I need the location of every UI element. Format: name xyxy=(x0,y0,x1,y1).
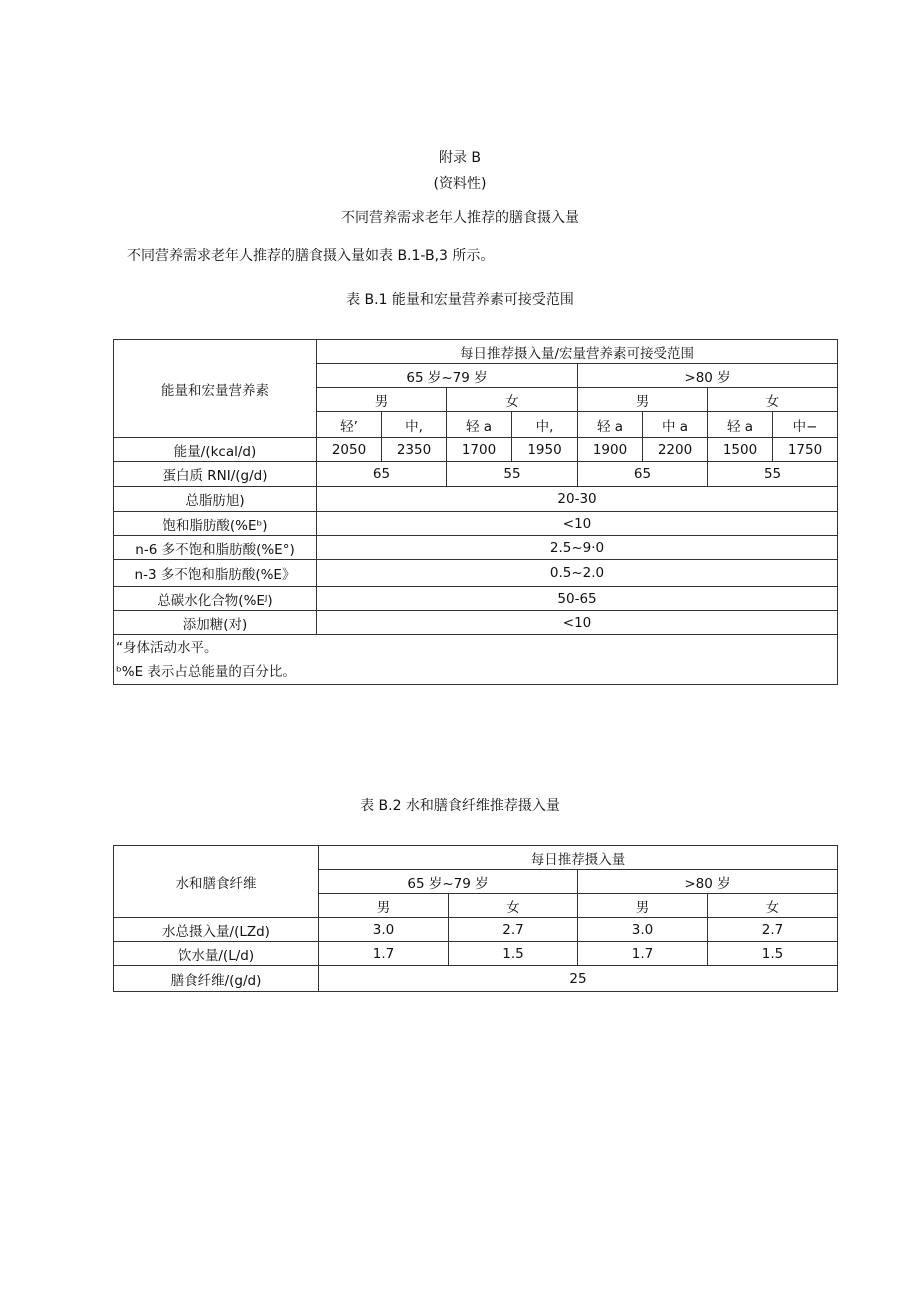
table1-nutrient-value: 20-30 xyxy=(317,487,838,512)
table1-activity: 中, xyxy=(512,412,578,438)
table-water-fiber xyxy=(113,845,838,992)
table2-water-value: 2.7 xyxy=(449,918,578,942)
appendix-label: 附录 B xyxy=(438,150,482,166)
table1-age-group: 65 岁~79 岁 xyxy=(317,364,578,388)
table2-caption: 表 B.2 水和膳食纤维推荐摄入量 xyxy=(360,798,560,814)
table1-protein-value: 65 xyxy=(578,462,708,487)
table2-fiber-value: 25 xyxy=(319,966,838,992)
table1-nutrient-label: 总脂肪旭) xyxy=(114,487,317,512)
table1-activity: 轻 a xyxy=(708,412,773,438)
table2-fiber-label: 膳食纤维/(g/d) xyxy=(114,966,319,992)
table1-nutrient-value: <10 xyxy=(317,512,838,536)
table1-top-header: 每日推荐摄入量/宏量营养素可接受范围 xyxy=(317,340,838,364)
table1-nutrient-label: 添加糖(对) xyxy=(114,611,317,635)
table1-energy-value: 1700 xyxy=(447,438,512,462)
table2-drink-value: 1.5 xyxy=(449,942,578,966)
table1-activity: 轻 a xyxy=(447,412,512,438)
table1-nutrient-label: n-3 多不饱和脂肪酸(%E》 xyxy=(114,560,317,587)
table1-activity: 中− xyxy=(773,412,838,438)
table2-top-header: 每日推荐摄入量 xyxy=(319,846,838,870)
table1-caption: 表 B.1 能量和宏量营养素可接受范围 xyxy=(346,292,574,308)
table2-sex: 男 xyxy=(578,894,708,918)
table1-energy-value: 1900 xyxy=(578,438,643,462)
table1-sex: 女 xyxy=(447,388,578,412)
table1-age-group: >80 岁 xyxy=(578,364,838,388)
table-energy-macronutrients xyxy=(113,339,838,685)
table2-water-value: 2.7 xyxy=(708,918,838,942)
intro-paragraph: 不同营养需求老年人推荐的膳食摄入量如表 B.1-B,3 所示。 xyxy=(127,248,495,264)
table1-nutrient-label: 饱和脂肪酸(%Eᵇ) xyxy=(114,512,317,536)
appendix-title: 不同营养需求老年人推荐的膳食摄入量 xyxy=(341,210,579,226)
table2-sex: 女 xyxy=(708,894,838,918)
table1-sex: 男 xyxy=(578,388,708,412)
table1-activity: 轻’ xyxy=(317,412,382,438)
table1-nutrient-label: n-6 多不饱和脂肪酸(%E°) xyxy=(114,536,317,560)
table1-notes xyxy=(114,635,838,685)
table1-sex: 女 xyxy=(708,388,838,412)
table2-water-value: 3.0 xyxy=(578,918,708,942)
table1-energy-value: 1750 xyxy=(773,438,838,462)
table1-activity: 中 a xyxy=(643,412,708,438)
table1-activity: 轻 a xyxy=(578,412,643,438)
table2-drink-value: 1.5 xyxy=(708,942,838,966)
table1-energy-value: 2050 xyxy=(317,438,382,462)
table1-nutrient-value: 50-65 xyxy=(317,587,838,611)
appendix-nature: (资料性) xyxy=(433,176,487,192)
table1-note: ᵇ%E 表示占总能量的百分比。 xyxy=(116,663,296,680)
table1-activity: 中, xyxy=(382,412,447,438)
table1-energy-value: 1500 xyxy=(708,438,773,462)
table1-protein-value: 55 xyxy=(447,462,578,487)
table2-water-value: 3.0 xyxy=(319,918,449,942)
table1-protein-value: 55 xyxy=(708,462,838,487)
table2-water-label: 水总摄入量/(LZd) xyxy=(114,918,319,942)
table2-sex: 男 xyxy=(319,894,449,918)
table2-row-header: 水和膳食纤维 xyxy=(114,846,319,918)
table2-drink-label: 饮水量/(L/d) xyxy=(114,942,319,966)
table1-note: “身体活动水平。 xyxy=(116,639,218,656)
table1-nutrient-label: 总碳水化合物(%Eᴶ) xyxy=(114,587,317,611)
table2-drink-value: 1.7 xyxy=(578,942,708,966)
table2-drink-value: 1.7 xyxy=(319,942,449,966)
table1-nutrient-value: 2.5~9·0 xyxy=(317,536,838,560)
table1-protein-value: 65 xyxy=(317,462,447,487)
table2-sex: 女 xyxy=(449,894,578,918)
table1-nutrient-value: <10 xyxy=(317,611,838,635)
table1-energy-value: 2350 xyxy=(382,438,447,462)
table1-row-header: 能量和宏量营养素 xyxy=(114,340,317,438)
table1-energy-value: 1950 xyxy=(512,438,578,462)
table1-energy-label: 能量/(kcal/d) xyxy=(114,438,317,462)
table1-protein-label: 蛋白质 RNI/(g/d) xyxy=(114,462,317,487)
table2-age-group: 65 岁~79 岁 xyxy=(319,870,578,894)
table1-energy-value: 2200 xyxy=(643,438,708,462)
table1-nutrient-value: 0.5~2.0 xyxy=(317,560,838,587)
table2-age-group: >80 岁 xyxy=(578,870,838,894)
table1-sex: 男 xyxy=(317,388,447,412)
